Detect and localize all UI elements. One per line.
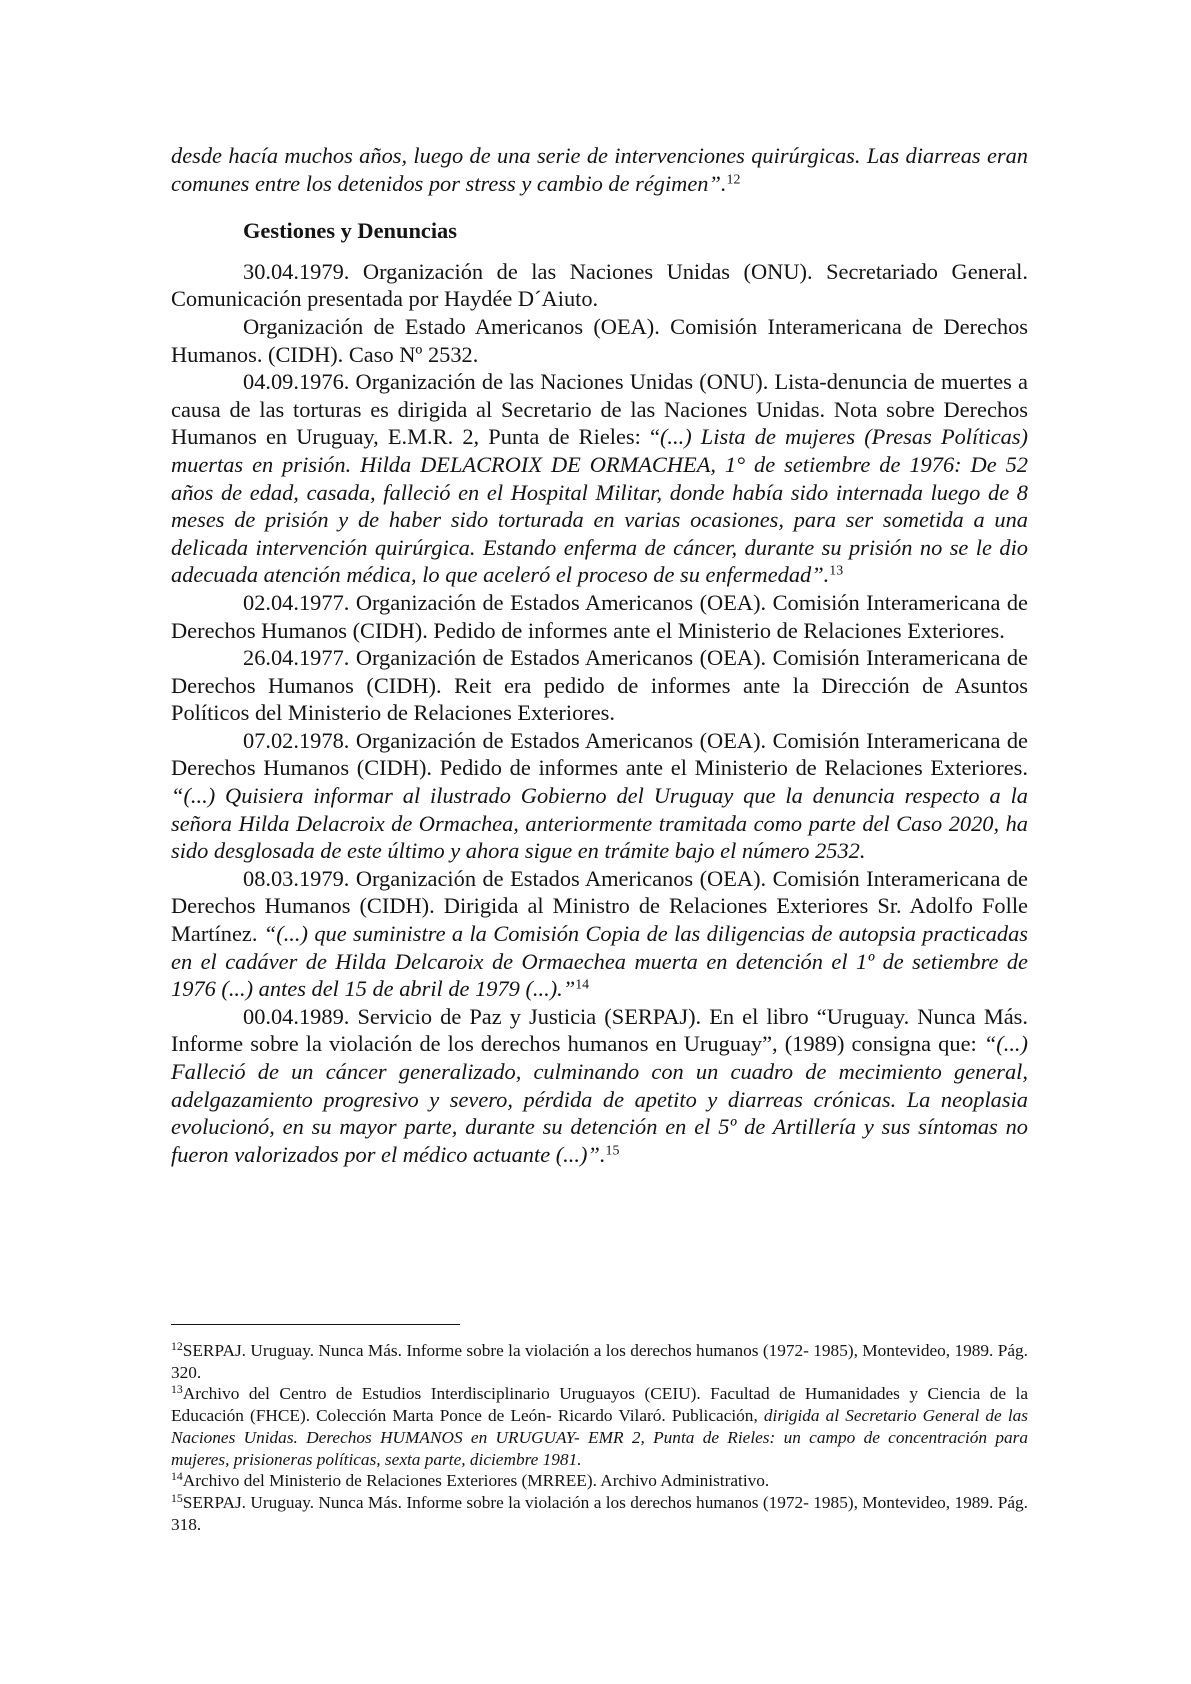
footnote: $^{13}$Archivo del Centro de Estudios Interdisciplinario Uruguayos (CEIU). Facultad de Humanidades y Ciencia de la Educación (FHCE). Colección Marta Ponce de León- Ricardo Vilaró. Publicación, dirigida al Secretario General de las Naciones Unidas. Derechos HUMANOS en URUGUAY- EMR 2, Punta de Rieles: un campo de concentración para mujeres, prisioneras políticas, sexta parte, diciembre 1981. bbox=[171, 1383, 1028, 1469]
paragraph-onu-1976: 04.09.1976. Organización de las Naciones Unidas (ONU). Lista-denuncia de muertes a causa de las torturas es dirigida al Secretario de las Naciones Unidas. Nota sobre Derechos Humanos en Uruguay, E.M.R. 2, Punta de Rieles: “(...) Lista de mujeres (Presas Políticas) muertas en prisión. Hilda DELACROIX DE ORMACHEA, 1° de setiembre de 1976: De 52 años de edad, casada, falleció en el Hospital Militar, donde había sido internada luego de 8 meses de prisión y de haber sido torturada en varias ocasiones, para ser sometida a una delicada intervención quirúrgica. Estando enferma de cáncer, durante su prisión no se le dio adecuada atención médica, lo que aceleró el proceso de su enfermedad”.$^{13}$ bbox=[171, 369, 1028, 588]
main-text bbox=[171, 142, 1028, 1168]
italic-quote: “(...) que suministre a la Comisión Copia de las diligencias de autopsia practicadas en el cadáver de Hilda Delcaroix de Ormaechea muerta en detención el 1º de setiembre de 1976 (...) antes del 15 de abril de 1979 (...).” bbox=[171, 921, 1028, 1002]
footnote: $^{12}$SERPAJ. Uruguay. Nunca Más. Informe sobre la violación a los derechos humanos (1972- 1985), Montevideo, 1989. Pág. 320. bbox=[171, 1340, 1028, 1382]
italic-quote: “(...) Falleció de un cáncer generalizado, culminando con un cuadro de mecimiento general, adelgazamiento progresivo y severo, pérdida de apetito y diarreas crónicas. La neoplasia evolucionó, en su mayor parte, durante su detención en el 5º de Artillería y sus síntomas no fueron valorizados por el médico actuante (...)”. bbox=[171, 1031, 1028, 1167]
paragraph-oea-1977-b: 26.04.1977. Organización de Estados Americanos (OEA). Comisión Interamericana de Derechos Humanos (CIDH). Reit era pedido de informes ante la Dirección de Asuntos Políticos del Ministerio de Relaciones Exteriores. bbox=[171, 645, 1028, 726]
footnote: $^{15}$SERPAJ. Uruguay. Nunca Más. Informe sobre la violación a los derechos humanos (1972- 1985), Montevideo, 1989. Pág. 318. bbox=[171, 1492, 1028, 1534]
paragraph-serpaj-1989: 00.04.1989. Servicio de Paz y Justicia (SERPAJ). En el libro “Uruguay. Nunca Más. Informe sobre la violación de los derechos humanos en Uruguay”, (1989) consigna que: “(...) Falleció de un cáncer generalizado, culminando con un cuadro de mecimiento general, adelgazamiento progresivo y severo, pérdida de apetito y diarreas crónicas. La neoplasia evolucionó, en su mayor parte, durante su detención en el 5º de Artillería y sus síntomas no fueron valorizados por el médico actuante (...)”.$^{15}$ bbox=[171, 1003, 1028, 1167]
footnote-number: 13 bbox=[171, 1383, 183, 1397]
italic-quote: desde hacía muchos años, luego de una serie de intervenciones quirúrgicas. Las diarreas eran comunes entre los detenidos por stress y cambio de régimen”. bbox=[171, 143, 1028, 196]
paragraph-oea-1978: 07.02.1978. Organización de Estados Americanos (OEA). Comisión Interamericana de Derechos Humanos (CIDH). Pedido de informes ante el Ministerio de Relaciones Exteriores. “(...) Quisiera informar al ilustrado Gobierno del Uruguay que la denuncia respecto a la señora Hilda Delacroix de Ormachea, anteriormente tramitada como parte del Caso 2020, ha sido desglosada de este último y ahora sigue en trámite bajo el número 2532. bbox=[171, 727, 1028, 864]
section-heading: Gestiones y Denuncias bbox=[243, 218, 457, 244]
footnote-ref: 15 bbox=[605, 1143, 620, 1159]
italic-quote: “(...) Quisiera informar al ilustrado Gobierno del Uruguay que la denuncia respecto a la señora Hilda Delacroix de Ormachea, anteriormente tramitada como parte del Caso 2020, ha sido desglosada de este último y ahora sigue en trámite bajo el número 2532. bbox=[171, 783, 1028, 864]
footnotes bbox=[171, 1340, 1028, 1535]
paragraph-oea-case: Organización de Estado Americanos (OEA). Comisión Interamericana de Derechos Humanos. (CIDH). Caso Nº 2532. bbox=[171, 313, 1028, 367]
footnote-ref: 12 bbox=[726, 171, 741, 187]
footnote-separator bbox=[171, 1324, 460, 1325]
paragraph-oea-1977-a: 02.04.1977. Organización de Estados Americanos (OEA). Comisión Interamericana de Derechos Humanos (CIDH). Pedido de informes ante el Ministerio de Relaciones Exteriores. bbox=[171, 589, 1028, 643]
footnote-ref: 14 bbox=[575, 977, 590, 993]
footnote: $^{14}$Archivo del Ministerio de Relaciones Exteriores (MRREE). Archivo Administrativo. bbox=[171, 1470, 770, 1491]
footnote-number: 12 bbox=[171, 1340, 183, 1354]
footnote-ref: 13 bbox=[829, 563, 844, 579]
italic-quote: (...) Lista de mujeres (Presas Políticas) muertas en prisión. Hilda DELACROIX DE ORMACHEA, 1° de setiembre de 1976: De 52 años de edad, casada, falleció en el Hospital Militar, donde había sido internada luego de 8 meses de prisión y de haber sido torturada en varias ocasiones, para ser sometida a una delicada intervención quirúrgica. Estando enferma de cáncer, durante su prisión no se le dio adecuada atención médica, lo que aceleró el proceso de su enfermedad”. bbox=[171, 424, 1028, 588]
footnote-number: 14 bbox=[171, 1470, 183, 1484]
paragraph-onu-1979: 30.04.1979. Organización de las Naciones Unidas (ONU). Secretariado General. Comunicación presentada por Haydée D´Aiuto. bbox=[171, 258, 1028, 312]
paragraph-oea-1979: 08.03.1979. Organización de Estados Americanos (OEA). Comisión Interamericana de Derechos Humanos (CIDH). Dirigida al Ministro de Relaciones Exteriores Sr. Adolfo Folle Martínez. “(...) que suministre a la Comisión Copia de las diligencias de autopsia practicadas en el cadáver de Hilda Delcaroix de Ormaechea muerta en detención el 1º de setiembre de 1976 (...) antes del 15 de abril de 1979 (...).”$^{14}$ bbox=[171, 865, 1028, 1002]
paragraph-continuation bbox=[171, 142, 1028, 197]
footnote-number: 15 bbox=[171, 1492, 183, 1506]
